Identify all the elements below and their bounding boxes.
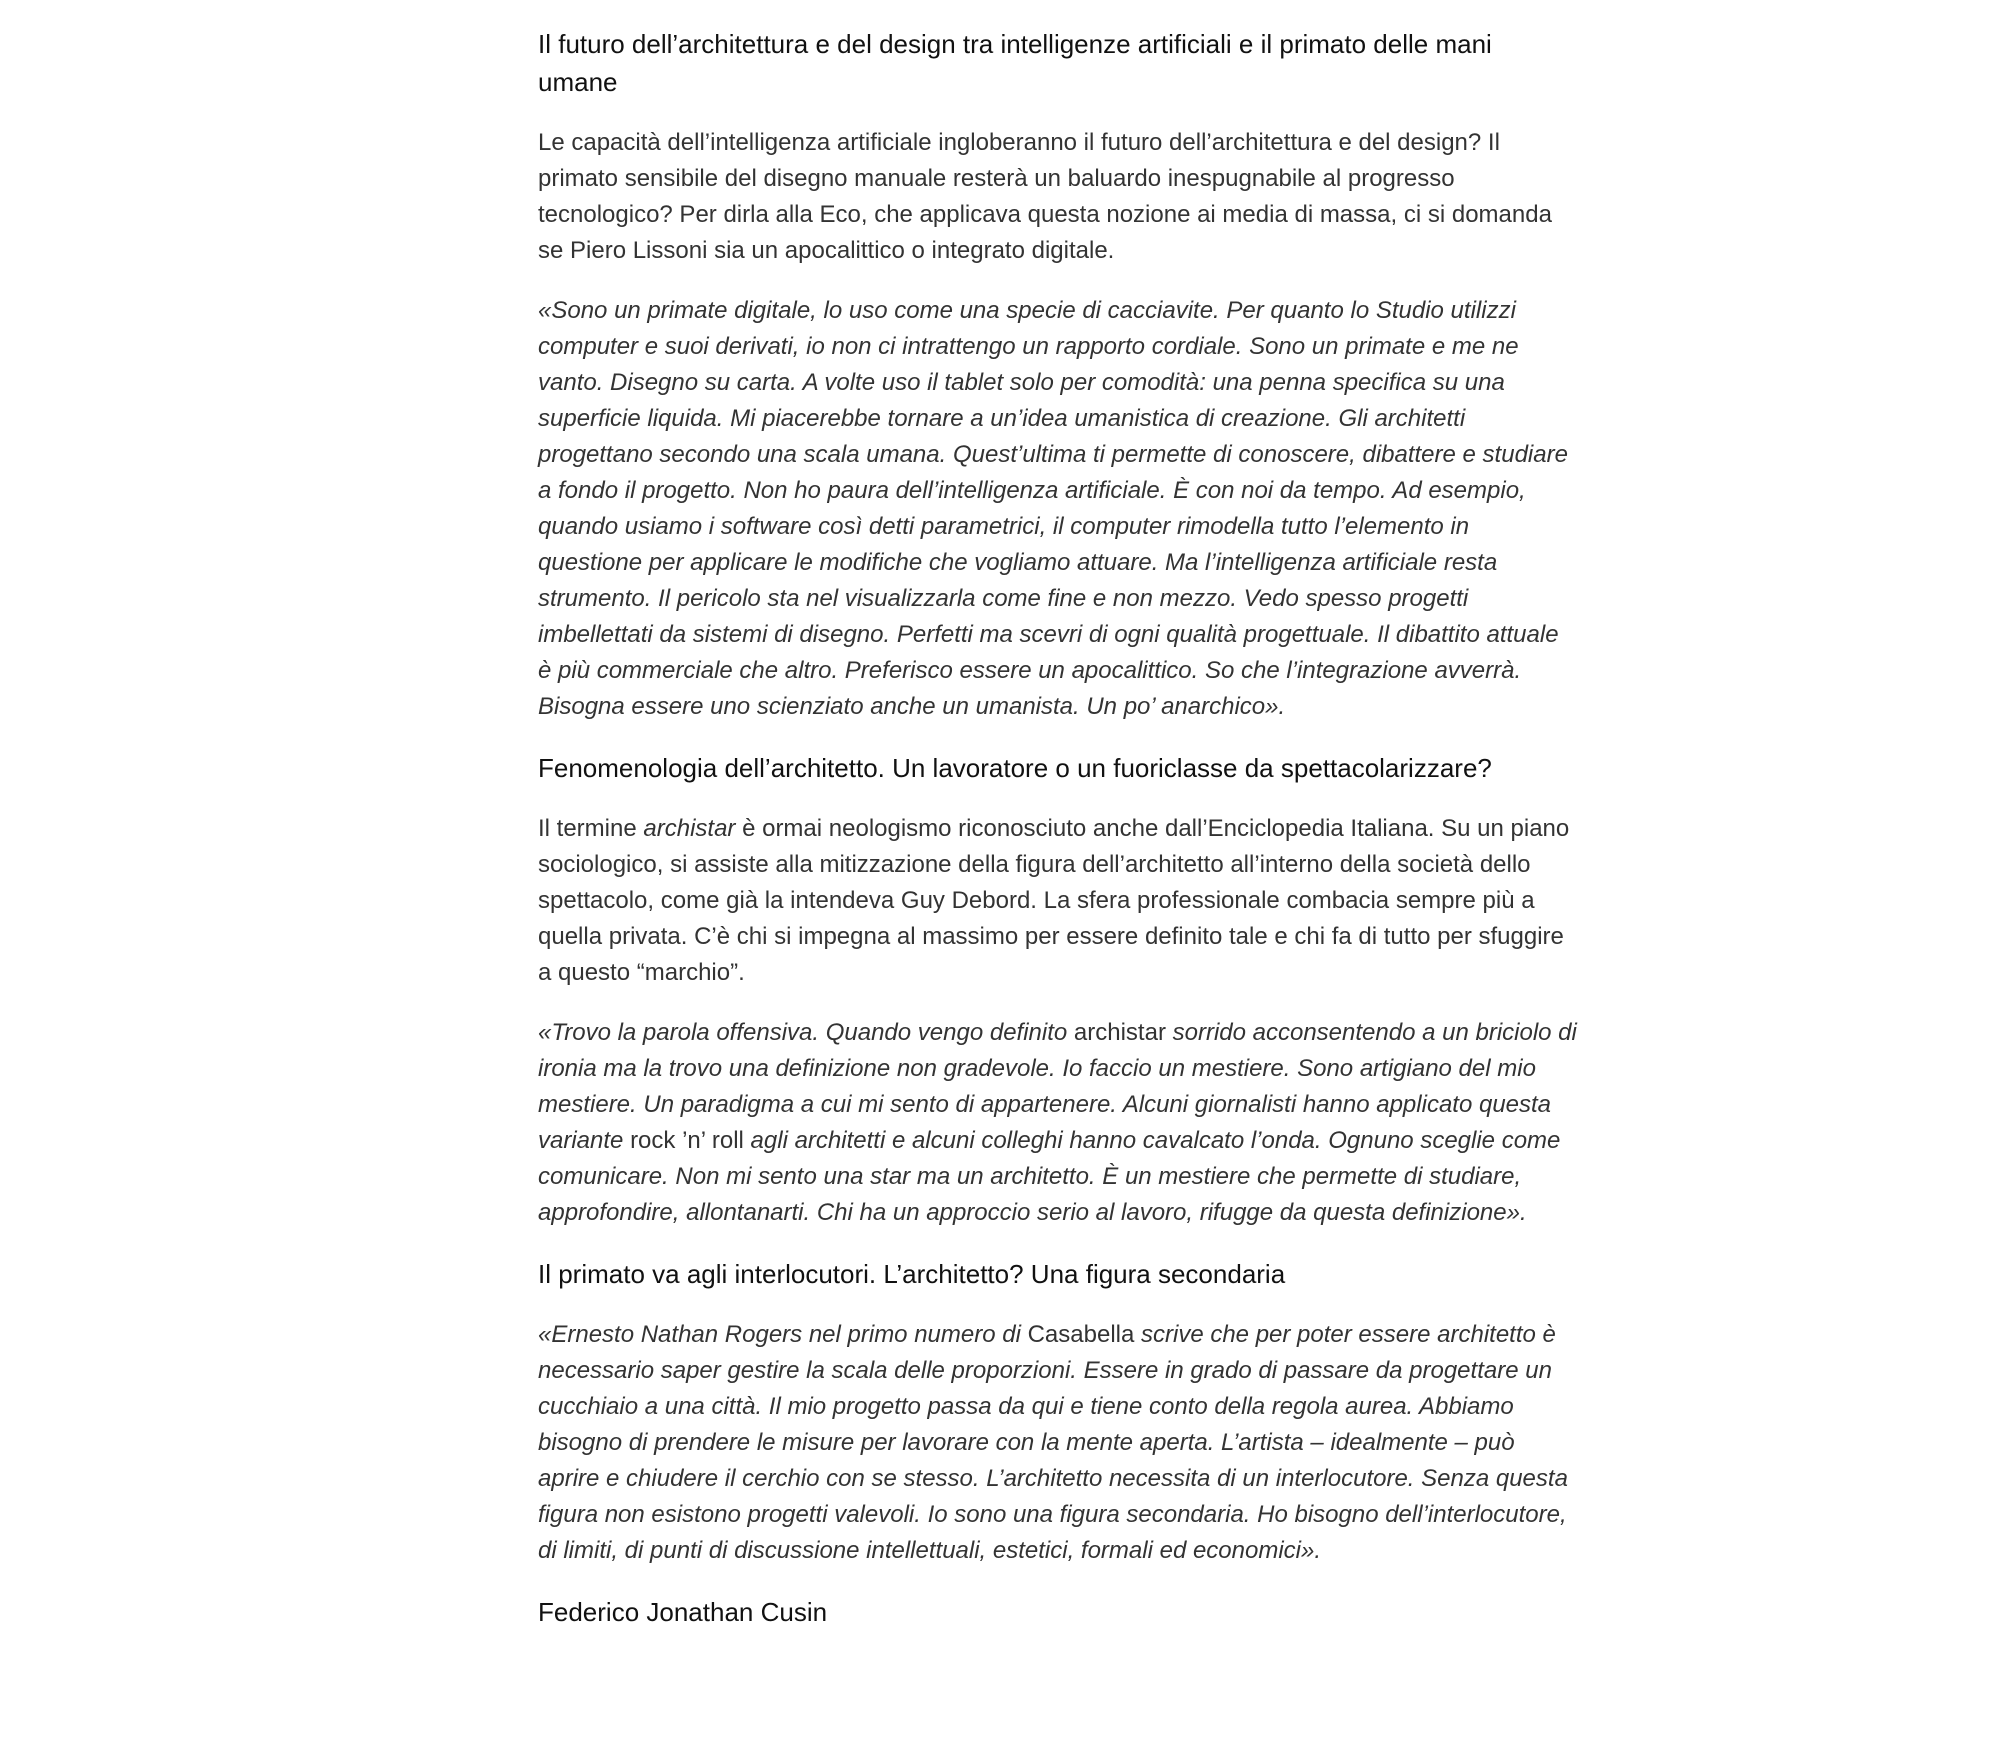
intro-text-end: è ormai neologismo riconosciuto anche dall’Enciclopedia Italiana. Su un piano sociologico, si assiste alla mitizzazione della figura dell’architetto all’interno della società dello spettacolo, come già la intendeva Guy Debord. La sfera professionale combacia sempre più a quella privata. C’è chi si impegna al massimo per essere definito tale e chi fa di tutto per sfuggire a questo “marchio”. <box>538 815 1570 986</box>
quote-text-rogers-1: «Ernesto Nathan Rogers nel primo numero di <box>538 1321 1028 1348</box>
intro-text-start: Il termine <box>538 815 644 842</box>
quote-upright-casabella: Casabella <box>1027 1321 1135 1348</box>
article-body <box>538 25 1578 1631</box>
intro-paragraph-ai: Le capacità dell’intelligenza artificiale ingloberanno il futuro dell’architettura e del design? Il primato sensibile del disegno manuale resterà un baluardo inespugnabile al progresso tecnologico? Per dirla alla Eco, che applicava questa nozione ai media di massa, ci si domanda se Piero Lissoni sia un apocalittico o integrato digitale. <box>538 129 1552 264</box>
section-heading-phenomenology: Fenomenologia dell’architetto. Un lavoratore o un fuoriclasse da spettacolarizzare? <box>538 753 1492 783</box>
quote-upright-archistar: archistar <box>1073 1019 1166 1046</box>
quote-text-3: agli architetti e alcuni colleghi hanno cavalcato l’onda. Ognuno sceglie come comunicare. Non mi sento una star ma un architetto. È un mestiere che permette di studiare, approfondire, allontanarti. Chi ha un approccio serio al lavoro, rifugge da questa definizione». <box>538 1127 1561 1226</box>
quote-paragraph-rogers <box>538 1317 1578 1569</box>
quote-upright-rocknroll: rock ’n’ roll <box>630 1127 744 1154</box>
section-heading-interlocutors: Il primato va agli interlocutori. L’architetto? Una figura secondaria <box>538 1259 1286 1289</box>
intro-paragraph-archistar <box>538 811 1578 991</box>
quote-paragraph-archistar <box>538 1015 1578 1231</box>
section-heading-ai: Il futuro dell’architettura e del design tra intelligenze artificiali e il primato delle mani umane <box>538 29 1492 97</box>
author-name: Federico Jonathan Cusin <box>538 1597 828 1627</box>
quote-text-rogers-2: scrive che per poter essere architetto è necessario saper gestire la scala delle proporzioni. Essere in grado di passare da progettare un cucchiaio a una città. Il mio progetto passa da qui e tiene conto della regola aurea. Abbiamo bisogno di prendere le misure per lavorare con la mente aperta. L’artista – idealmente – può aprire e chiudere il cerchio con se stesso. L’architetto necessita di un interlocutore. Senza questa figura non esistono progetti valevoli. Io sono una figura secondaria. Ho bisogno dell’interlocutore, di limiti, di punti di discussione intellettuali, estetici, formali ed economici». <box>538 1321 1568 1564</box>
quote-text-1: «Trovo la parola offensiva. Quando vengo definito <box>538 1019 1074 1046</box>
quote-text-2: sorrido acconsentendo a un briciolo di ironia ma la trovo una definizione non gradevole. Io faccio un mestiere. Sono artigiano del mio mestiere. Un paradigma a cui mi sento di appartenere. Alcuni giornalisti hanno applicato questa variante <box>538 1019 1577 1154</box>
quote-paragraph-ai: «Sono un primate digitale, lo uso come una specie di cacciavite. Per quanto lo Studio utilizzi computer e suoi derivati, io non ci intrattengo un rapporto cordiale. Sono un primate e me ne vanto. Disegno su carta. A volte uso il tablet solo per comodità: una penna specifica su una superficie liquida. Mi piacerebbe tornare a un’idea umanistica di creazione. Gli architetti progettano secondo una scala umana. Quest’ultima ti permette di conoscere, dibattere e studiare a fondo il progetto. Non ho paura dell’intelligenza artificiale. È con noi da tempo. Ad esempio, quando usiamo i software così detti parametrici, il computer rimodella tutto l’elemento in questione per applicare le modifiche che vogliamo attuare. Ma l’intelligenza artificiale resta strumento. Il pericolo sta nel visualizzarla come fine e non mezzo. Vedo spesso progetti imbellettati da sistemi di disegno. Perfetti ma scevri di ogni qualità progettuale. Il dibattito attuale è più commerciale che altro. Preferisco essere un apocalittico. So che l’integrazione avverrà. Bisogna essere uno scienziato anche un umanista. Un po’ anarchico». <box>538 297 1568 720</box>
archistar-term: archistar <box>643 815 736 842</box>
